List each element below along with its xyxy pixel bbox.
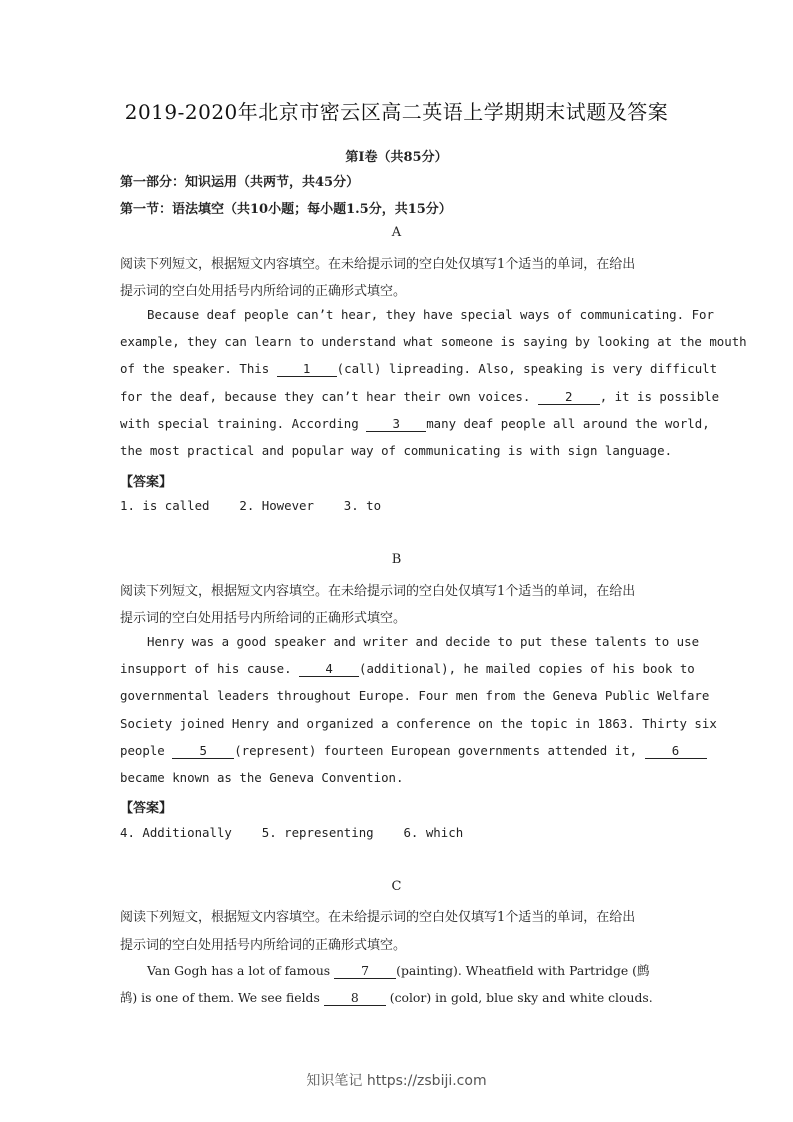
blank-3[interactable]: 3 bbox=[366, 417, 426, 432]
text: (painting). Wheatfield with Partridge (鹧 bbox=[396, 963, 650, 978]
passage-letter-c: C bbox=[391, 879, 402, 894]
text: Van Gogh has a lot of famous bbox=[147, 963, 335, 978]
passage-a-line4 bbox=[120, 389, 719, 405]
passage-a-line1: Because deaf people can’t hear, they have special ways of communicating. For bbox=[147, 307, 714, 322]
passage-letter-b: B bbox=[391, 552, 402, 567]
text: of the speaker. This bbox=[120, 361, 277, 376]
text: (represent) fourteen European governments attended it, bbox=[234, 743, 645, 758]
answer-label-b: 【答案】 bbox=[120, 801, 173, 816]
text: for the deaf, because they can’t hear their own voices. bbox=[120, 389, 538, 404]
passage-b-line3: governmental leaders throughout Europe. Four men from the Geneva Public Welfare bbox=[120, 688, 710, 703]
text: (call) lipreading. Also, speaking is very difficult bbox=[336, 361, 718, 376]
passage-b-line1: Henry was a good speaker and writer and decide to put these talents to use bbox=[147, 634, 700, 649]
footer-watermark: 知识笔记 https://zsbiji.com bbox=[306, 1073, 487, 1089]
answers-a: 1. is called 2. However 3. to bbox=[120, 498, 382, 513]
section-heading: 第一节：语法填空（共10小题；每小题1.5分，共15分） bbox=[120, 202, 452, 217]
text: 鸪) is one of them. We see fields bbox=[120, 990, 324, 1005]
instruction-b-line2: 提示词的空白处用括号内所给词的正确形式填空。 bbox=[120, 611, 407, 626]
instruction-c-line2: 提示词的空白处用括号内所给词的正确形式填空。 bbox=[120, 938, 407, 953]
page-title: 2019-2020年北京市密云区高二英语上学期期末试题及答案 bbox=[124, 100, 669, 124]
blank-4[interactable]: 4 bbox=[299, 662, 359, 677]
passage-b-line5 bbox=[120, 743, 707, 759]
blank-5[interactable]: 5 bbox=[172, 744, 234, 759]
text: , it is possible bbox=[599, 389, 720, 404]
passage-c-line1 bbox=[147, 961, 649, 979]
part-heading: 第一部分：知识运用（共两节，共45分） bbox=[120, 175, 360, 190]
blank-1[interactable]: 1 bbox=[277, 362, 337, 377]
instruction-a-line2: 提示词的空白处用括号内所给词的正确形式填空。 bbox=[120, 284, 407, 299]
blank-2[interactable]: 2 bbox=[538, 390, 600, 405]
passage-a-line6: the most practical and popular way of communicating is with sign language. bbox=[120, 443, 673, 458]
passage-c-line2 bbox=[120, 988, 653, 1006]
instruction-c-line1: 阅读下列短文，根据短文内容填空。在未给提示词的空白处仅填写1个适当的单词，在给出 bbox=[120, 910, 636, 925]
instruction-b-line1: 阅读下列短文，根据短文内容填空。在未给提示词的空白处仅填写1个适当的单词，在给出 bbox=[120, 584, 636, 599]
text: with special training. According bbox=[120, 416, 367, 431]
text: (color) in gold, blue sky and white clouds. bbox=[385, 990, 653, 1005]
passage-letter-a: A bbox=[391, 225, 402, 240]
text: insupport of his cause. bbox=[120, 661, 300, 676]
passage-a-line2: example, they can learn to understand what someone is saying by looking at the mouth bbox=[120, 334, 747, 349]
volume-heading: 第Ⅰ卷（共85分） bbox=[345, 150, 448, 165]
blank-7[interactable]: 7 bbox=[334, 964, 396, 979]
text: many deaf people all around the world, bbox=[426, 416, 710, 431]
instruction-a-line1: 阅读下列短文，根据短文内容填空。在未给提示词的空白处仅填写1个适当的单词，在给出 bbox=[120, 257, 636, 272]
answers-b: 4. Additionally 5. representing 6. which bbox=[120, 825, 464, 840]
blank-8[interactable]: 8 bbox=[324, 991, 386, 1006]
passage-b-line2 bbox=[120, 661, 695, 677]
passage-b-line6: became known as the Geneva Convention. bbox=[120, 770, 404, 785]
passage-a-line3 bbox=[120, 361, 717, 377]
passage-b-line4: Society joined Henry and organized a conference on the topic in 1863. Thirty six bbox=[120, 716, 717, 731]
answer-label-a: 【答案】 bbox=[120, 475, 173, 490]
text: (additional), he mailed copies of his book to bbox=[359, 661, 695, 676]
blank-6[interactable]: 6 bbox=[645, 744, 707, 759]
passage-a-line5 bbox=[120, 416, 710, 432]
text: people bbox=[120, 743, 173, 758]
